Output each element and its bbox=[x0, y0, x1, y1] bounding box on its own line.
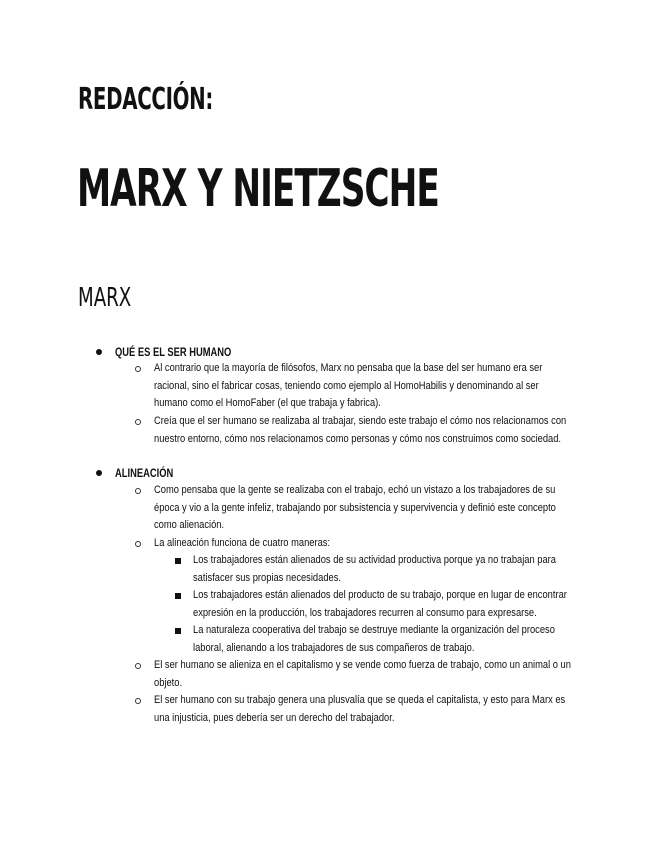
circle-bullet-icon bbox=[135, 419, 141, 425]
list-item: Al contrario que la mayoría de filósofos, Marx no pensaba que la base del ser humano era ser racional, sino el fabricar cosas, teniendo como ejemplo al HomoHabilis y denominando al ser humano como el HomoFaber (el que trabaja y fabrica). bbox=[154, 362, 543, 409]
square-bullet-icon bbox=[175, 593, 181, 599]
list-item: El ser humano se alieniza en el capitalismo y se vende como fuerza de trabajo, como un animal o un objeto. bbox=[154, 659, 571, 689]
bullet-icon bbox=[96, 470, 102, 476]
document-label: REDACCIÓN: bbox=[78, 82, 213, 117]
circle-bullet-icon bbox=[135, 541, 141, 547]
sub-list-item: Los trabajadores están alienados del producto de su trabajo, porque en lugar de encontrar expresión en la producción, los trabajadores recurren al consumo para expresarse. bbox=[193, 589, 567, 619]
circle-bullet-icon bbox=[135, 366, 141, 372]
circle-bullet-icon bbox=[135, 698, 141, 704]
sub-list-item: La naturaleza cooperativa del trabajo se destruye mediante la organización del proceso laboral, alienando a los trabajadores de sus compañeros de trabajo. bbox=[193, 624, 555, 654]
list-heading: ALINEACIÓN bbox=[115, 466, 174, 480]
list-item: Creía que el ser humano se realizaba al trabajar, siendo este trabajo el cómo nos relacionamos con nuestro entorno, cómo nos relacionamos como personas y cómo nos construimos como sociedad. bbox=[154, 415, 567, 445]
list-item: Como pensaba que la gente se realizaba con el trabajo, echó un vistazo a los trabajadores de su época y vio a la gente infeliz, trabajando por subsistencia y supervivencia y definió este concepto como alienación. bbox=[154, 484, 556, 531]
square-bullet-icon bbox=[175, 558, 181, 564]
list-heading: QUÉ ES EL SER HUMANO bbox=[115, 345, 232, 359]
list-item: La alineación funciona de cuatro maneras: bbox=[154, 537, 331, 549]
bullet-icon bbox=[96, 349, 102, 355]
circle-bullet-icon bbox=[135, 663, 141, 669]
section-title: MARX bbox=[78, 283, 132, 313]
circle-bullet-icon bbox=[135, 488, 141, 494]
document-title: MARX Y NIETZSCHE bbox=[77, 159, 439, 219]
list-item: El ser humano con su trabajo genera una plusvalía que se queda el capitalista, y esto para Marx es una injusticia, pues debería ser un derecho del trabajador. bbox=[154, 694, 566, 724]
sub-list-item: Los trabajadores están alienados de su actividad productiva porque ya no trabajan para satisfacer sus propias necesidades. bbox=[193, 554, 556, 584]
square-bullet-icon bbox=[175, 628, 181, 634]
